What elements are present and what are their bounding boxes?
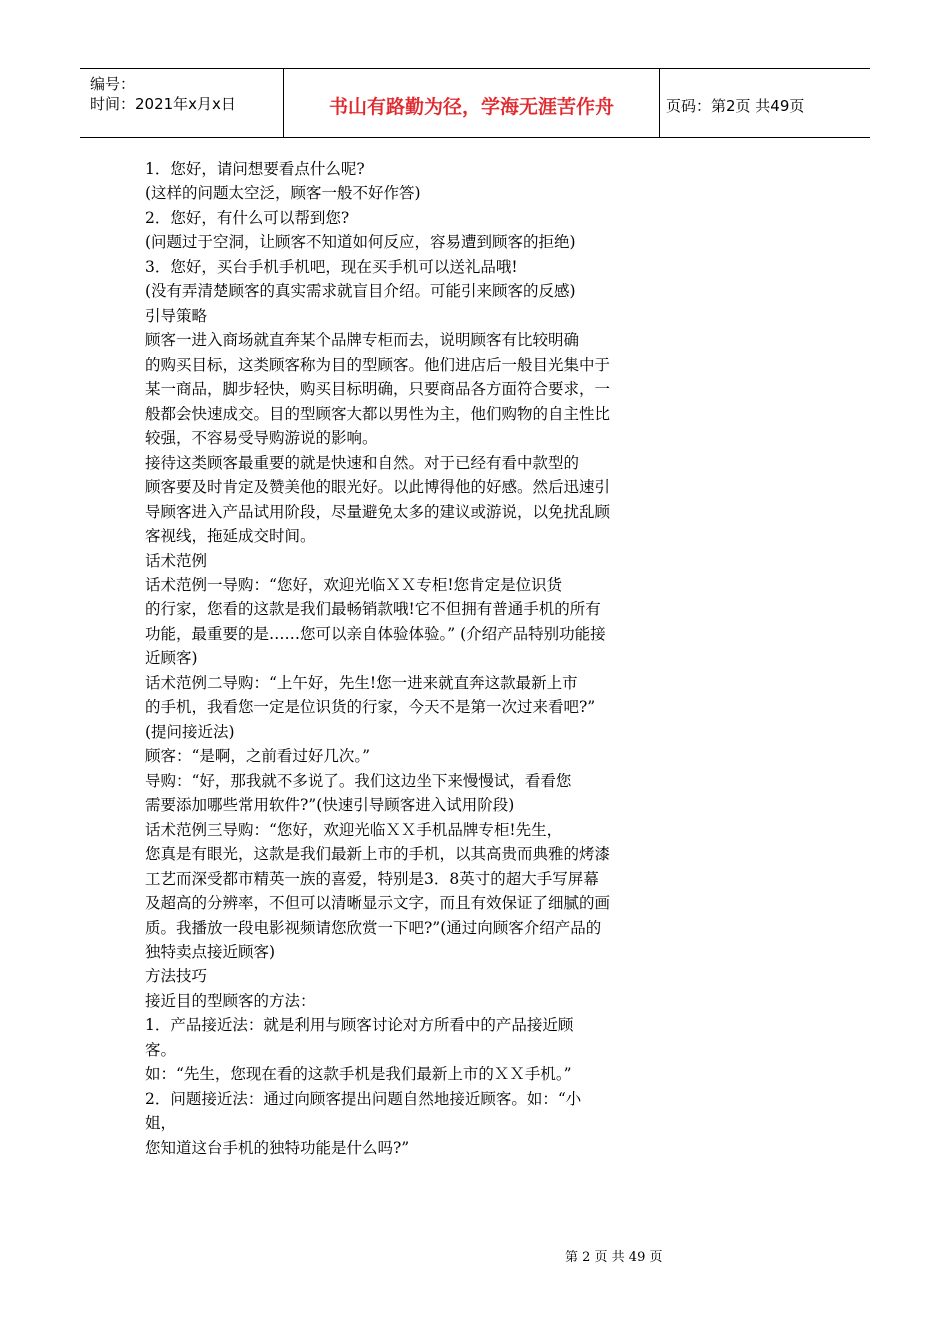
- body-line: 顾客一进入商场就直奔某个品牌专柜而去，说明顾客有比较明确: [145, 331, 580, 350]
- body-line: 的行家，您看的这款是我们最畅销款哦!它不但拥有普通手机的所有: [145, 600, 601, 619]
- body-line: (这样的问题太空泛，顾客一般不好作答): [145, 184, 421, 203]
- header-page-cell: [660, 69, 870, 137]
- body-line: 的手机，我看您一定是位识货的行家，今天不是第一次过来看吧?”: [145, 698, 596, 717]
- body-line: 话术范例: [145, 551, 208, 570]
- body-line: (提问接近法): [145, 722, 235, 741]
- body-line: 功能，最重要的是……您可以亲自体验体验。” (介绍产品特别功能接: [145, 624, 606, 643]
- body-line: 2．问题接近法：通过向顾客提出问题自然地接近顾客。如：“小: [145, 1089, 582, 1108]
- page-header: [80, 68, 870, 138]
- body-line: 方法技巧: [145, 967, 208, 986]
- body-line: 您真是有眼光，这款是我们最新上市的手机，以其高贵而典雅的烤漆: [145, 845, 611, 864]
- body-line: 话术范例二导购：“上午好，先生!您一进来就直奔这款最新上市: [145, 673, 578, 692]
- body-line: 3．您好，买台手机手机吧，现在买手机可以送礼品哦!: [145, 257, 518, 276]
- header-meta-cell: [80, 69, 284, 137]
- body-line: 姐，: [145, 1114, 177, 1133]
- body-line: 引导策略: [145, 306, 208, 325]
- body-line: 顾客要及时肯定及赞美他的眼光好。以此博得他的好感。然后迅速引: [145, 478, 611, 497]
- body-line: 近顾客): [145, 649, 198, 668]
- body-line: 需要添加哪些常用软件?”(快速引导顾客进入试用阶段): [145, 796, 515, 815]
- body-line: 质。我播放一段电影视频请您欣赏一下吧?”(通过向顾客介绍产品的: [145, 918, 602, 937]
- body-line: 及超高的分辨率，不但可以清晰显示文字，而且有效保证了细腻的画: [145, 894, 611, 913]
- body-line: 导购：“好，那我就不多说了。我们这边坐下来慢慢试，看看您: [145, 771, 572, 790]
- header-page-info: 页码：第2页 共49页: [666, 97, 805, 115]
- body-line: 较强，不容易受导购游说的影响。: [145, 429, 378, 448]
- body-line: 如：“先生，您现在看的这款手机是我们最新上市的ＸＸ手机。”: [145, 1065, 572, 1084]
- body-line: 某一商品，脚步轻快，购买目标明确，只要商品各方面符合要求，一: [145, 380, 611, 399]
- document-date: 时间：2021年x月x日: [90, 95, 236, 113]
- body-line: (没有弄清楚顾客的真实需求就盲目介绍。可能引来顾客的反感): [145, 282, 576, 301]
- body-line: 话术范例一导购：“您好，欢迎光临ＸＸ专柜!您肯定是位识货: [145, 575, 563, 594]
- body-line: 客视线，拖延成交时间。: [145, 527, 316, 546]
- body-line: (问题过于空洞，让顾客不知道如何反应，容易遭到顾客的拒绝): [145, 233, 576, 252]
- page-footer: 第 2 页 共 49 页: [565, 1250, 663, 1265]
- body-line: 话术范例三导购：“您好，欢迎光临ＸＸ手机品牌专柜!先生，: [145, 820, 563, 839]
- body-line: 1．您好，请问想要看点什么呢?: [145, 160, 365, 178]
- body-line: 接待这类顾客最重要的就是快速和自然。对于已经有看中款型的: [145, 453, 580, 472]
- body-line: 2．您好，有什么可以帮到您?: [145, 208, 350, 227]
- body-line: 工艺而深受都市精英一族的喜爱，特别是3．8英寸的超大手写屏幕: [145, 869, 599, 888]
- body-line: 独特卖点接近顾客): [145, 943, 276, 961]
- document-body: [145, 157, 665, 1160]
- body-line: 导顾客进入产品试用阶段，尽量避免太多的建议或游说，以免扰乱顾: [145, 502, 611, 521]
- document-number-label: 编号：: [90, 75, 136, 93]
- body-line: 您知道这台手机的独特功能是什么吗?”: [145, 1138, 410, 1157]
- header-motto-cell: [284, 69, 660, 137]
- body-line: 客。: [145, 1040, 177, 1059]
- body-line: 般都会快速成交。目的型顾客大都以男性为主，他们购物的自主性比: [145, 404, 611, 423]
- body-line: 1．产品接近法：就是利用与顾客讨论对方所看中的产品接近顾: [145, 1016, 574, 1035]
- header-motto: 书山有路勤为径，学海无涯苦作舟: [328, 96, 614, 118]
- body-line: 的购买目标，这类顾客称为目的型顾客。他们进店后一般目光集中于: [145, 355, 611, 374]
- body-line: 接近目的型顾客的方法：: [145, 991, 316, 1010]
- body-line: 顾客：“是啊，之前看过好几次。”: [145, 747, 371, 766]
